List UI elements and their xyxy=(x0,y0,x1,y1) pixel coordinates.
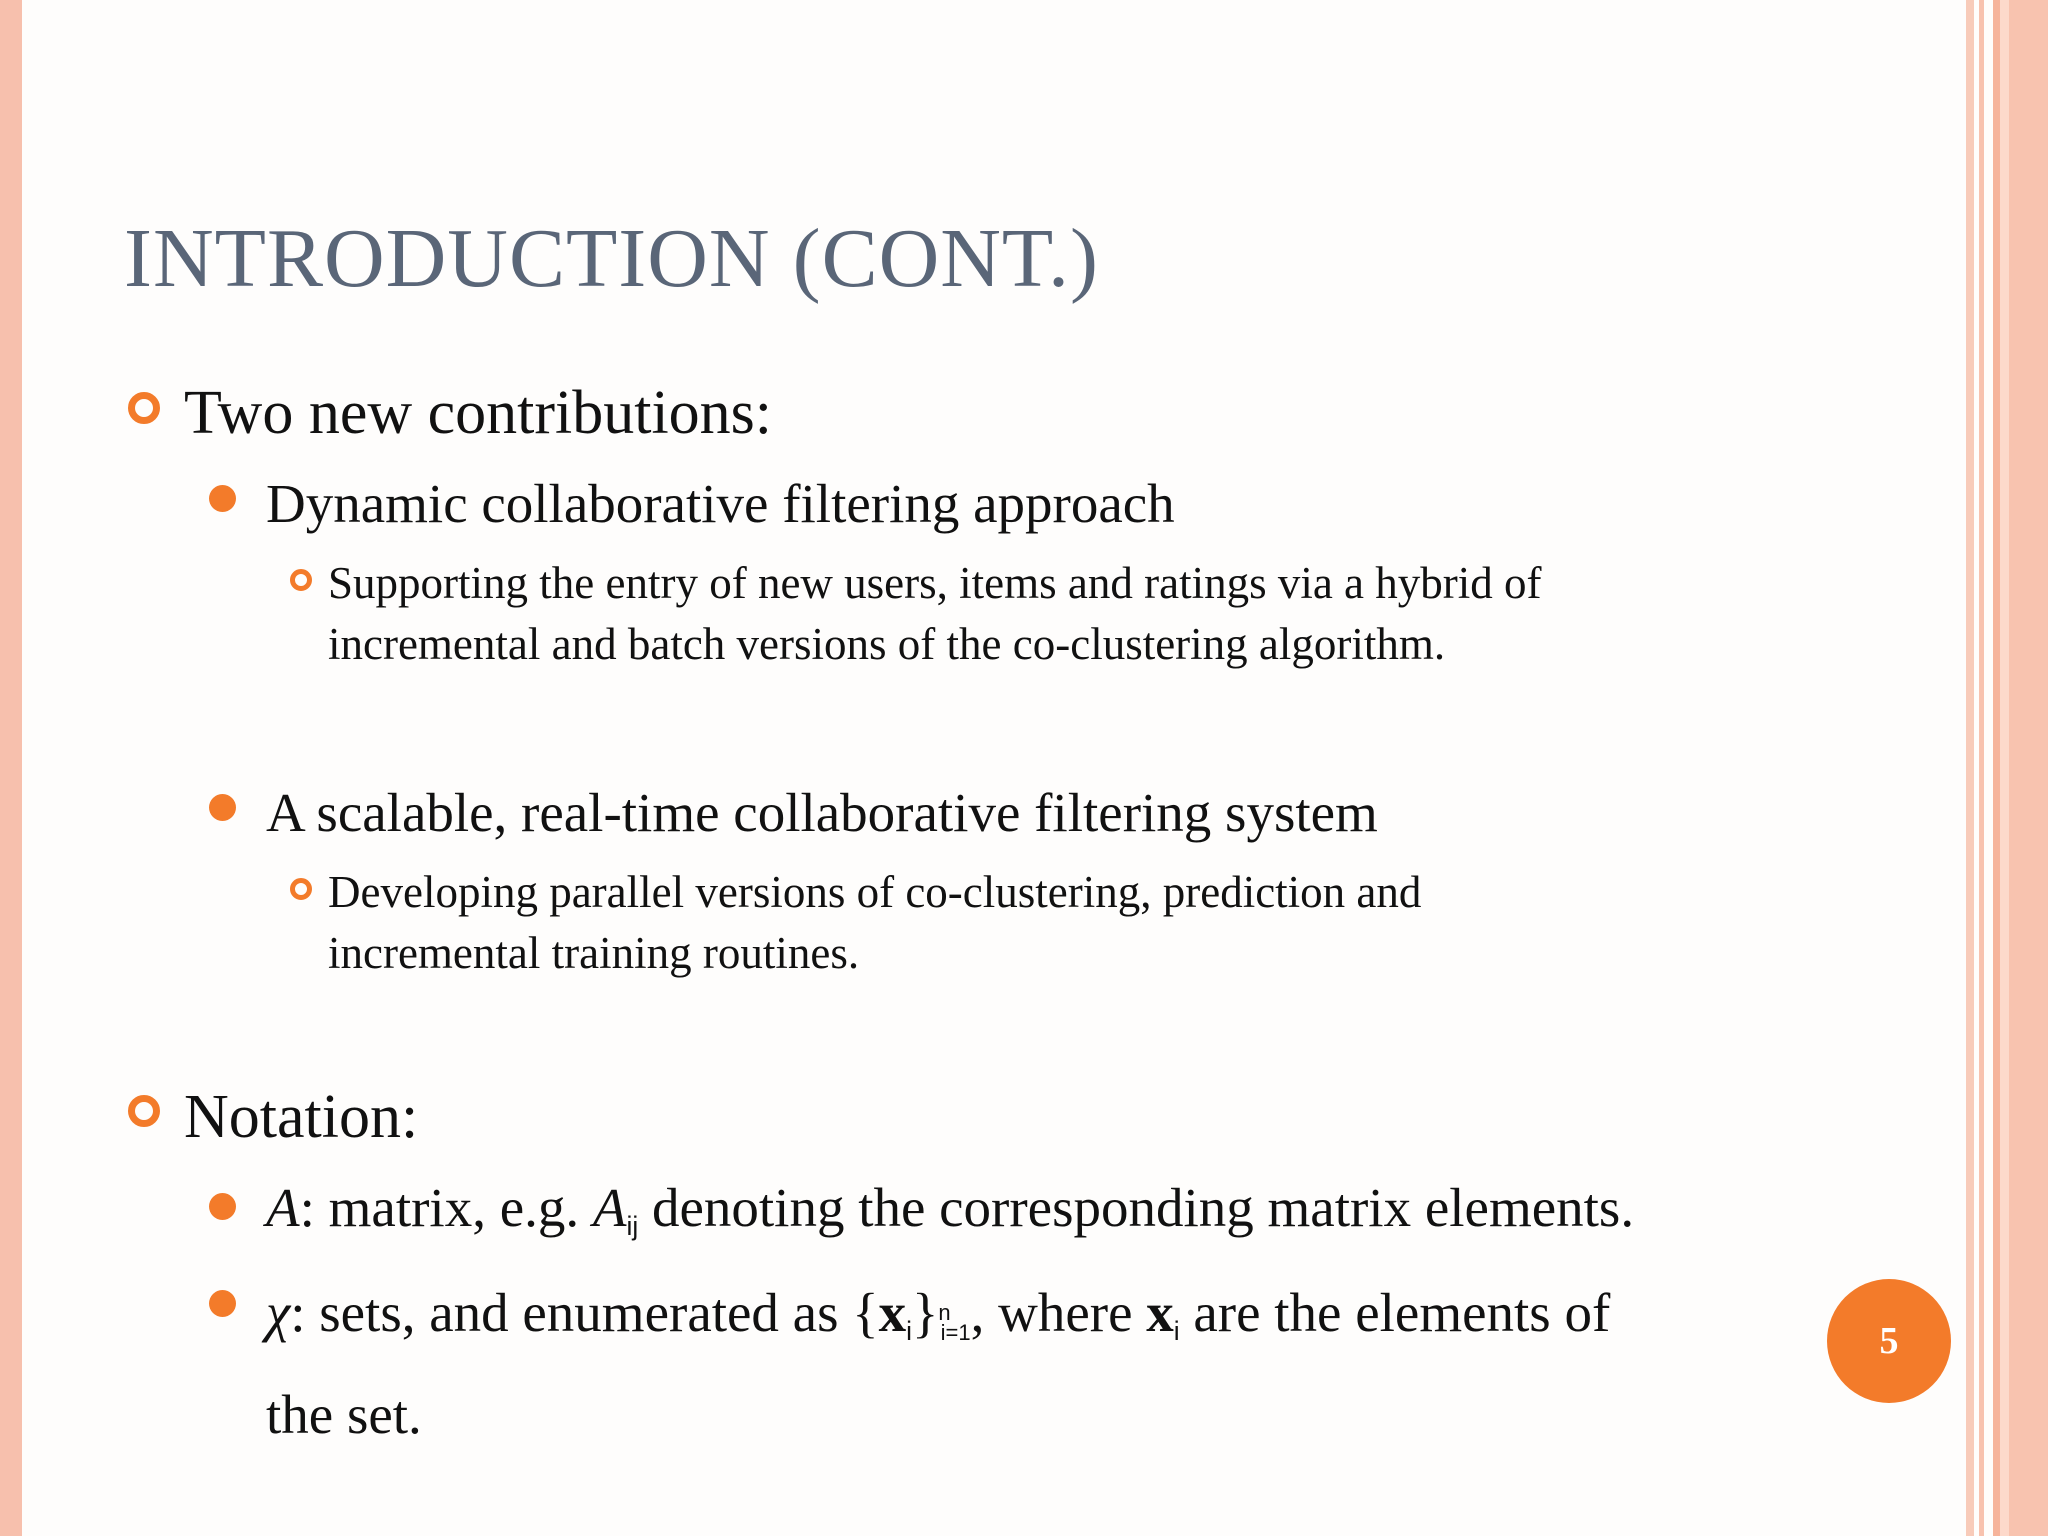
contribution-1-label: Dynamic collaborative filtering approach xyxy=(266,473,1175,534)
notation-set xyxy=(266,1272,1610,1456)
dot-bullet-icon xyxy=(209,1193,236,1220)
contribution-1-detail xyxy=(328,553,1542,675)
set-element-subscript: i xyxy=(906,1316,913,1347)
contribution-2-detail-line1: Developing parallel versions of co-clustering, prediction and xyxy=(328,867,1422,917)
set-element-x: x xyxy=(878,1282,907,1343)
small-ring-bullet-icon xyxy=(290,878,312,900)
dot-bullet-icon xyxy=(209,1290,236,1317)
notation-set-line1 xyxy=(266,1272,1610,1374)
contribution-2-detail xyxy=(328,862,1421,984)
notation-heading: Notation: xyxy=(184,1083,419,1151)
set-subscript-range: i=1 xyxy=(940,1319,971,1345)
set-text-after: are the elements of xyxy=(1179,1282,1611,1343)
contribution-1-detail-line2: incremental and batch versions of the co-clustering algorithm. xyxy=(328,619,1446,669)
notation-matrix xyxy=(266,1176,1634,1242)
matrix-symbol: A xyxy=(266,1177,300,1238)
notation-set-line2: the set. xyxy=(266,1383,422,1445)
contribution-2-detail-line2: incremental training routines. xyxy=(328,928,860,978)
contribution-1-detail-line1: Supporting the entry of new users, items and ratings via a hybrid of xyxy=(328,558,1542,608)
set-text-before: : sets, and enumerated as { xyxy=(290,1282,879,1343)
right-border-stripes xyxy=(1966,0,2048,1536)
matrix-subscript: ij xyxy=(626,1211,639,1242)
ring-bullet-icon xyxy=(128,392,160,424)
set-superscript-n: n xyxy=(938,1300,951,1325)
set-symbol: χ xyxy=(266,1282,291,1343)
set-text-middle: , where xyxy=(970,1282,1147,1343)
contribution-2-label: A scalable, real-time collaborative filtering system xyxy=(266,782,1378,843)
matrix-symbol-element: A xyxy=(592,1177,627,1238)
matrix-text-after: denoting the corresponding matrix elements. xyxy=(638,1177,1635,1238)
ring-bullet-icon xyxy=(128,1095,160,1127)
small-ring-bullet-icon xyxy=(290,569,312,591)
page-number-badge: 5 xyxy=(1827,1279,1951,1403)
set-close-brace: } xyxy=(912,1282,939,1343)
set-element-subscript2: i xyxy=(1173,1316,1180,1347)
set-element-x2: x xyxy=(1146,1282,1174,1343)
dot-bullet-icon xyxy=(209,794,236,821)
left-border-stripe xyxy=(0,0,22,1536)
matrix-text-before: : matrix, e.g. xyxy=(299,1177,593,1238)
contributions-heading: Two new contributions: xyxy=(184,379,773,447)
dot-bullet-icon xyxy=(209,485,236,512)
slide-title: INTRODUCTION (CONT.) xyxy=(124,212,1099,305)
